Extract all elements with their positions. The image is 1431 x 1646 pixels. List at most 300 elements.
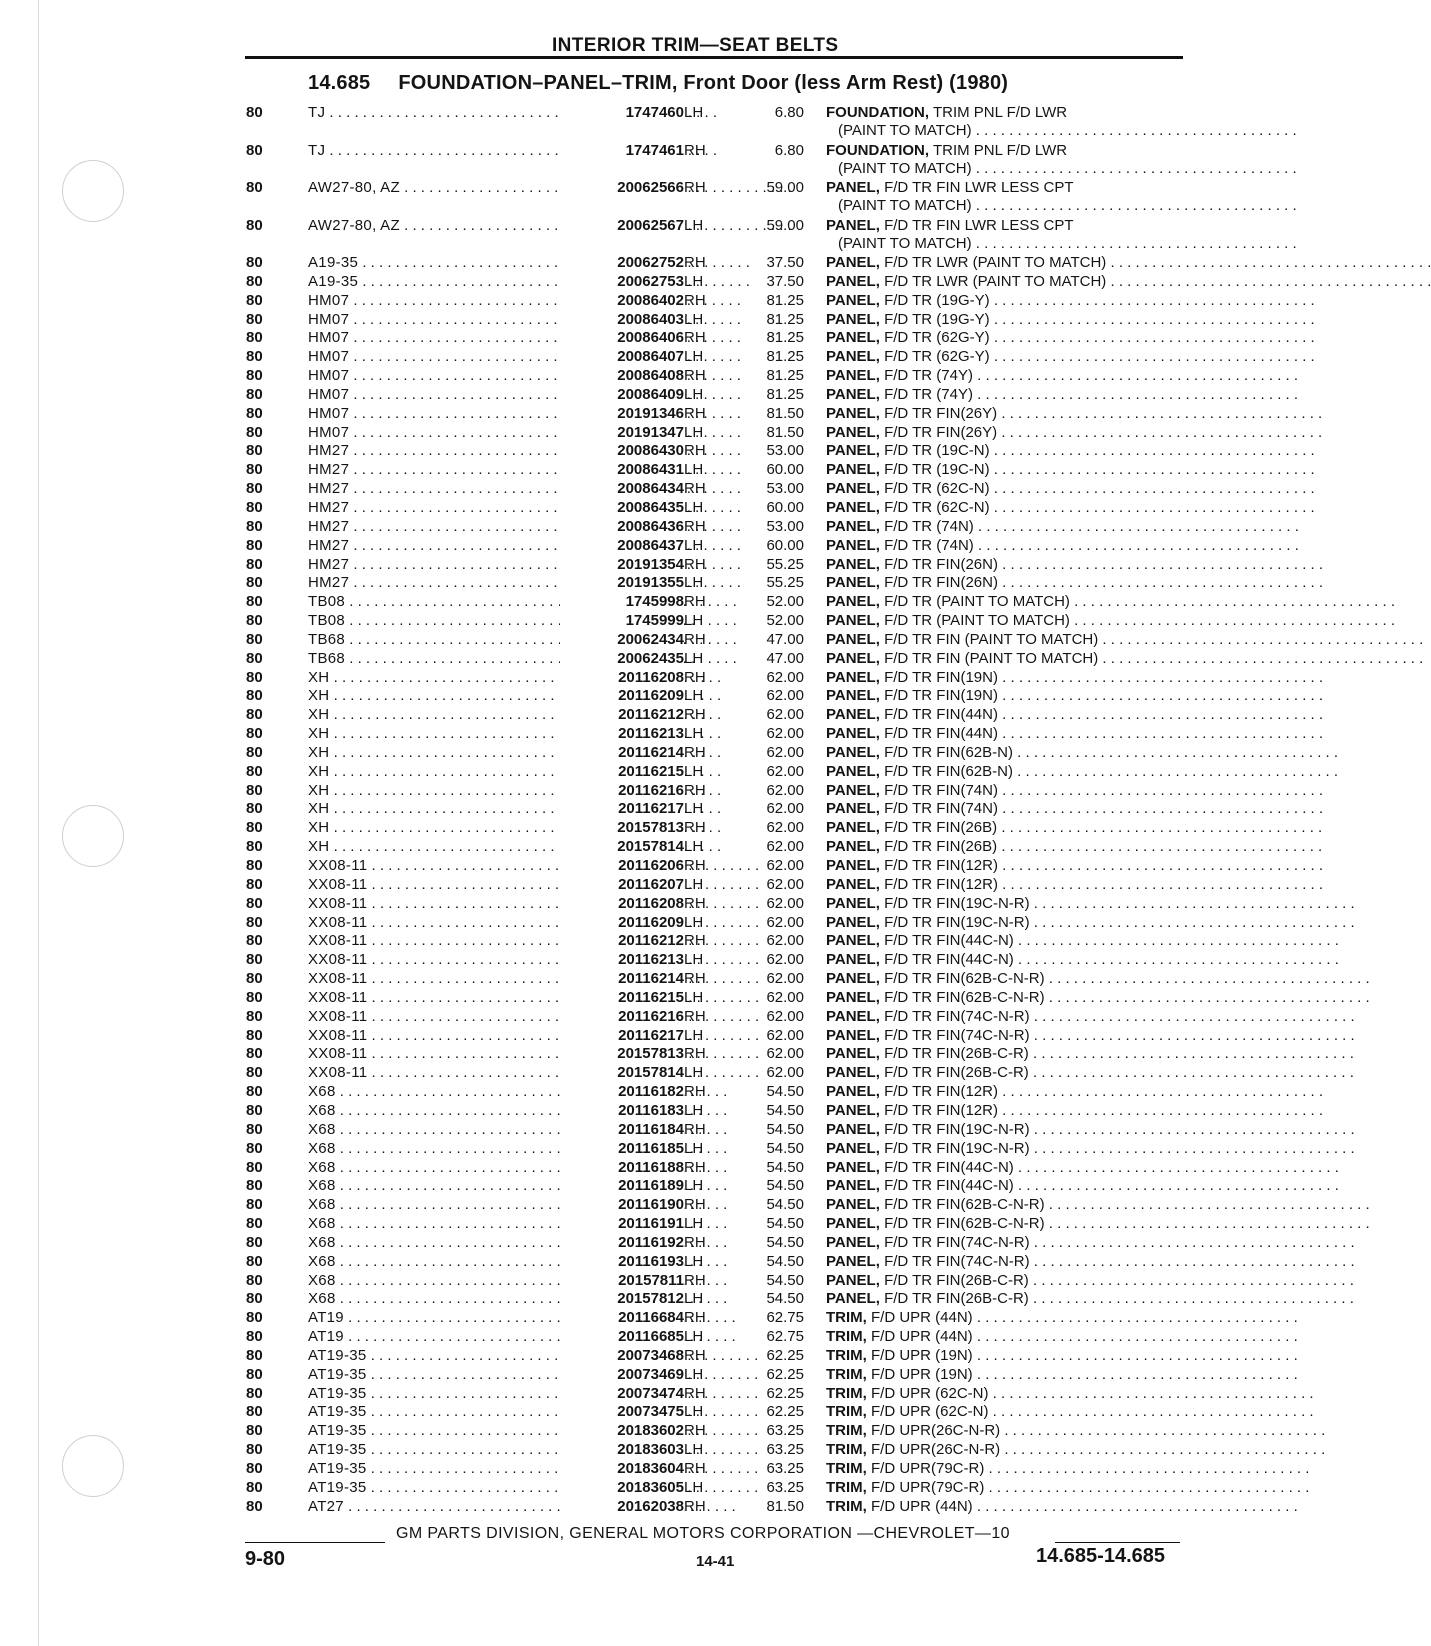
price-cell: 53.00: [766, 442, 804, 460]
price-cell: 62.25: [766, 1346, 804, 1364]
side-cell: RH: [684, 1196, 706, 1214]
table-row: [0, 367, 1299, 386]
part-name: PANEL,: [826, 1045, 880, 1063]
part-number-cell: 20183603: [560, 1441, 684, 1459]
part-description: F/D TR (19C-N): [884, 461, 990, 479]
side-cell: RH: [684, 1271, 706, 1289]
part-number-cell: 20157814: [560, 838, 684, 856]
part-description: F/D TR FIN(44C-N): [884, 951, 1014, 969]
price-cell: 62.00: [766, 668, 804, 686]
year-cell: 80: [246, 1120, 263, 1138]
part-number-cell: 20191355: [560, 574, 684, 592]
year-cell: 80: [246, 1328, 263, 1346]
part-number-cell: 20157812: [560, 1290, 684, 1308]
part-name: PANEL,: [826, 1158, 880, 1176]
part-name: PANEL,: [826, 932, 880, 950]
part-number-cell: 20116182: [560, 1083, 684, 1101]
table-row: [0, 951, 1339, 970]
price-cell: 81.25: [766, 291, 804, 309]
year-cell: 80: [246, 1101, 263, 1119]
model-cell: TJ . . .: [308, 142, 578, 160]
part-number-cell: 20116190: [560, 1196, 684, 1214]
part-number-cell: 1745998: [560, 593, 684, 611]
price-cell: 81.25: [766, 348, 804, 366]
description-cell: PANEL, F/D TR FIN(26B) . . . . . . . . . . . . . . . . . . . . . . . . . . . . . . . . . . . . . . .: [826, 819, 1323, 837]
description-cell: TRIM, F/D UPR (62C-N) . . . . . . . . . . . . . . . . . . . . . . . . . . . . . . . . . . . . . . .: [826, 1384, 1314, 1402]
part-description: F/D TR (19G-Y): [884, 291, 990, 309]
part-description: F/D TR FIN LWR LESS CPT: [884, 179, 1074, 196]
price-cell: 62.00: [766, 875, 804, 893]
model-cell: HM27 . . .: [308, 442, 578, 460]
description-cell: PANEL, F/D TR FIN(12R) . . . . . . . . . . . . . . . . . . . . . . . . . . . . . . . . . . . . . . .: [826, 857, 1324, 874]
part-name: PANEL,: [826, 1064, 880, 1082]
year-cell: 80: [246, 743, 263, 761]
part-name: FOUNDATION,: [826, 104, 930, 121]
description-cell: TRIM, F/D UPR (19N) . . . . . . . . . . . . . . . . . . . . . . . . . . . . . . . . . . . . . . .: [826, 1346, 1298, 1364]
footer-rule-right: [1055, 1542, 1180, 1543]
part-name: PANEL,: [826, 442, 880, 460]
part-name: PANEL,: [826, 1215, 880, 1233]
side-cell: LH: [684, 838, 704, 856]
description-cell: PANEL, F/D TR (19C-N) . . . . . . . . . . . . . . . . . . . . . . . . . . . . . . . . . . . . . . .: [826, 461, 1315, 479]
model-cell: X68 . . .: [308, 1290, 578, 1308]
side-cell: LH: [684, 1215, 704, 1233]
model-cell: A19-35 . . .: [308, 254, 578, 272]
side-cell: LH: [684, 1441, 704, 1459]
part-name: PANEL,: [826, 423, 880, 441]
price-cell: 60.00: [766, 536, 804, 554]
side-cell: RH: [684, 1045, 706, 1063]
model-cell: XX08-11 . . .: [308, 1027, 578, 1045]
year-cell: 80: [246, 574, 263, 592]
part-number-cell: 20157814: [560, 1064, 684, 1082]
side-cell: RH: [684, 555, 706, 573]
part-description: F/D TR (74N): [884, 517, 974, 535]
part-description: F/D TR (74Y): [884, 367, 973, 385]
price-cell: 62.75: [766, 1309, 804, 1327]
year-cell: 80: [246, 1271, 263, 1289]
part-number-cell: 20116214: [560, 970, 684, 988]
side-cell: RH: [684, 442, 706, 460]
price-cell: 63.25: [766, 1441, 804, 1459]
model-cell: X68 . . .: [308, 1272, 578, 1290]
side-cell: LH: [684, 988, 704, 1006]
model-cell: X68 . . .: [308, 1083, 578, 1101]
table-row: [0, 574, 1324, 593]
year-cell: 80: [246, 423, 263, 441]
description-cell: PANEL, F/D TR FIN(19C-N-R) . . . . . . . . . . . . . . . . . . . . . . . . . . . . . . . . . . . . . . .: [826, 1120, 1355, 1138]
part-number-cell: 20086431: [560, 461, 684, 479]
side-cell: RH: [684, 141, 706, 159]
part-name: TRIM,: [826, 1497, 867, 1515]
part-number-cell: 20191354: [560, 556, 684, 574]
part-description: F/D TR FIN(12R): [884, 875, 998, 893]
year-cell: 80: [246, 781, 263, 799]
part-description: F/D TR FIN(19C-N-R): [884, 913, 1030, 931]
part-number-cell: 1747460: [560, 104, 684, 122]
part-number-cell: 20116213: [560, 725, 684, 743]
description-cell: PANEL, F/D TR FIN(12R) . . . . . . . . . . . . . . . . . . . . . . . . . . . . . . . . . . . . . . .: [826, 875, 1324, 893]
part-number-cell: 20116216: [560, 1008, 684, 1026]
side-cell: LH: [684, 762, 704, 780]
part-name: TRIM,: [826, 1403, 867, 1421]
side-cell: RH: [684, 819, 706, 837]
year-cell: 80: [246, 517, 263, 535]
model-cell: HM07 . . .: [308, 329, 578, 347]
part-name: FOUNDATION,: [826, 141, 930, 159]
side-cell: LH: [684, 1101, 704, 1119]
part-name: PANEL,: [826, 819, 880, 837]
model-cell: XX08-11 . . .: [308, 951, 578, 969]
price-cell: 55.25: [766, 574, 804, 592]
part-number-cell: 20086409: [560, 386, 684, 404]
side-cell: RH: [684, 1384, 706, 1402]
price-cell: 63.25: [766, 1478, 804, 1496]
price-cell: 62.00: [766, 1064, 804, 1082]
model-cell: HM27 . . .: [308, 461, 578, 479]
price-cell: 52.00: [766, 593, 804, 611]
part-number-cell: 20116685: [560, 1328, 684, 1346]
part-description-line2: (PAINT TO MATCH): [838, 159, 972, 177]
description-cell: TRIM, F/D UPR (19N) . . . . . . . . . . . . . . . . . . . . . . . . . . . . . . . . . . . . . . .: [826, 1365, 1298, 1383]
part-description: F/D UPR (19N): [871, 1365, 973, 1383]
side-cell: LH: [684, 574, 704, 592]
description-cell: PANEL, F/D TR FIN(62B-C-N-R) . . . . . . . . . . . . . . . . . . . . . . . . . . . . . . . . . . . . . . .: [826, 988, 1370, 1006]
part-description: F/D TR FIN(26B-C-R): [884, 1064, 1029, 1082]
part-number-cell: 20116215: [560, 989, 684, 1007]
model-cell: AT19-35 . . .: [308, 1479, 578, 1497]
part-name: PANEL,: [826, 838, 880, 856]
description-cell: PANEL, F/D TR FIN(44C-N) . . . . . . . . . . . . . . . . . . . . . . . . . . . . . . . . . . . . . . .: [826, 1158, 1339, 1176]
table-row: [0, 857, 1324, 876]
price-cell: 62.00: [766, 1045, 804, 1063]
year-cell: 80: [246, 593, 263, 611]
price-cell: 54.50: [766, 1139, 804, 1157]
side-cell: RH: [684, 630, 706, 648]
part-description: F/D TR FIN(19C-N-R): [884, 894, 1030, 912]
part-name: PANEL,: [826, 668, 880, 686]
description-continuation: (PAINT TO MATCH) . . . . . . . . . . . . . . . . . . . . . . . . . . . . . . . . . . . . . . .: [838, 122, 1297, 139]
year-cell: 80: [246, 179, 263, 196]
price-cell: 62.00: [766, 687, 804, 705]
price-cell: 62.00: [766, 932, 804, 950]
part-name: PANEL,: [826, 536, 880, 554]
part-number-cell: 20062752: [560, 254, 684, 272]
part-description: F/D TR (19G-Y): [884, 310, 990, 328]
description-cell: PANEL, F/D TR FIN(19C-N-R) . . . . . . . . . . . . . . . . . . . . . . . . . . . . . . . . . . . . . . .: [826, 1139, 1355, 1157]
footer-publisher: GM PARTS DIVISION, GENERAL MOTORS CORPORATION —CHEVROLET—10: [396, 1525, 1010, 1542]
description-cell: TRIM, F/D UPR (62C-N) . . . . . . . . . . . . . . . . . . . . . . . . . . . . . . . . . . . . . . .: [826, 1403, 1314, 1421]
part-name: PANEL,: [826, 480, 880, 498]
model-cell: XX08-11 . . .: [308, 895, 578, 913]
model-cell: HM07 . . .: [308, 405, 578, 423]
model-cell: XH . . .: [308, 782, 578, 800]
table-row: [0, 385, 1299, 405]
price-cell: 81.50: [766, 1497, 804, 1515]
part-description: F/D TR FIN(74C-N-R): [884, 1233, 1030, 1251]
table-row: [0, 1460, 1310, 1479]
year-cell: 80: [246, 1252, 263, 1270]
model-cell: X68 . . .: [308, 1177, 578, 1195]
header-rule: [245, 56, 1183, 59]
model-cell: X68 . . .: [308, 1102, 578, 1120]
table-row: [0, 348, 1315, 367]
year-cell: 80: [246, 1158, 263, 1176]
price-cell: 62.00: [766, 800, 804, 818]
part-number-cell: 20062566: [560, 179, 684, 197]
side-cell: RH: [684, 367, 706, 385]
side-cell: LH: [684, 423, 704, 441]
side-cell: LH: [684, 1328, 704, 1346]
part-description: F/D TR FIN(26Y): [884, 423, 998, 441]
description-continuation: (PAINT TO MATCH) . . . . . . . . . . . . . . . . . . . . . . . . . . . . . . . . . . . . . . .: [838, 234, 1297, 252]
year-cell: 80: [246, 706, 263, 724]
side-cell: RH: [684, 480, 706, 498]
side-cell: RH: [684, 1083, 706, 1101]
part-number-cell: 20116193: [560, 1253, 684, 1271]
part-number-cell: 20116215: [560, 763, 684, 781]
part-description: F/D TR (PAINT TO MATCH): [884, 612, 1070, 630]
description-cell: TRIM, F/D UPR (44N) . . . . . . . . . . . . . . . . . . . . . . . . . . . . . . . . . . . . . . .: [826, 1497, 1298, 1515]
model-cell: XX08-11 . . .: [308, 1064, 578, 1082]
year-cell: 80: [246, 329, 263, 347]
side-cell: LH: [684, 536, 704, 554]
model-cell: XH . . .: [308, 706, 578, 724]
table-row: [0, 649, 1424, 669]
price-cell: 54.50: [766, 1120, 804, 1138]
year-cell: 80: [246, 857, 263, 874]
year-cell: 80: [246, 1290, 263, 1308]
part-description: F/D UPR (19N): [871, 1346, 973, 1364]
part-name: PANEL,: [826, 348, 880, 366]
price-cell: 52.00: [766, 612, 804, 630]
description-cell: PANEL, F/D TR (74Y) . . . . . . . . . . . . . . . . . . . . . . . . . . . . . . . . . . . . . . .: [826, 385, 1299, 403]
table-row: [0, 536, 1299, 556]
side-cell: LH: [684, 310, 704, 328]
part-description: F/D TR FIN(62B-C-N-R): [884, 970, 1045, 988]
table-row: [0, 1252, 1355, 1272]
year-cell: 80: [246, 875, 263, 893]
description-cell: PANEL, F/D TR (19G-Y) . . . . . . . . . . . . . . . . . . . . . . . . . . . . . . . . . . . . . . .: [826, 291, 1315, 309]
description-cell: PANEL, F/D TR FIN (PAINT TO MATCH) . . . . . . . . . . . . . . . . . . . . . . . . . . . . . . . . . . . . . . .: [826, 649, 1424, 667]
part-description: F/D UPR(26C-N-R): [871, 1441, 1001, 1459]
price-cell: 54.50: [766, 1252, 804, 1270]
part-name: PANEL,: [826, 951, 880, 969]
price-cell: 62.00: [766, 988, 804, 1006]
part-description: F/D TR FIN (PAINT TO MATCH): [884, 649, 1099, 667]
model-cell: HM07 . . .: [308, 348, 578, 366]
part-number-cell: 1745999: [560, 612, 684, 630]
side-cell: LH: [684, 1064, 704, 1082]
part-number-cell: 1747461: [560, 142, 684, 160]
table-row: [0, 329, 1315, 348]
part-number-cell: 20086402: [560, 292, 684, 310]
price-cell: 62.00: [766, 1026, 804, 1044]
description-cell: PANEL, F/D TR FIN(26N) . . . . . . . . . . . . . . . . . . . . . . . . . . . . . . . . . . . . . . .: [826, 555, 1324, 573]
part-name: PANEL,: [826, 875, 880, 893]
part-name: PANEL,: [826, 988, 880, 1006]
model-cell: A19-35 . . .: [308, 273, 578, 291]
part-name: PANEL,: [826, 725, 880, 743]
model-cell: HM27 . . .: [308, 480, 578, 498]
price-cell: 53.00: [766, 517, 804, 535]
year-cell: 80: [246, 970, 263, 988]
price-cell: 81.25: [766, 367, 804, 385]
description-cell: PANEL, F/D TR FIN (PAINT TO MATCH) . . . . . . . . . . . . . . . . . . . . . . . . . . . . . . . . . . . . . . .: [826, 630, 1424, 648]
part-description: F/D TR FIN(12R): [884, 1083, 998, 1101]
part-name: PANEL,: [826, 272, 880, 290]
part-description: F/D TR FIN(44N): [884, 725, 998, 743]
price-cell: 62.25: [766, 1384, 804, 1402]
model-cell: XH . . .: [308, 725, 578, 743]
side-cell: RH: [684, 743, 706, 761]
part-description: F/D TR FIN(62B-C-N-R): [884, 1215, 1045, 1233]
part-description: F/D UPR (44N): [871, 1309, 973, 1327]
model-cell: AT19-35 . . .: [308, 1403, 578, 1421]
model-cell: TB08 . . .: [308, 612, 578, 630]
part-description: F/D TR FIN(12R): [884, 1101, 998, 1119]
part-name: TRIM,: [826, 1328, 867, 1346]
year-cell: 80: [246, 442, 263, 460]
description-cell: [826, 142, 1188, 160]
part-description: F/D TR FIN(26B): [884, 819, 998, 837]
description-cell: PANEL, F/D TR FIN(26Y) . . . . . . . . . . . . . . . . . . . . . . . . . . . . . . . . . . . . . . .: [826, 404, 1323, 422]
description-cell: PANEL, F/D TR FIN(44C-N) . . . . . . . . . . . . . . . . . . . . . . . . . . . . . . . . . . . . . . .: [826, 951, 1339, 969]
table-row: [0, 272, 1431, 292]
table-row: [0, 517, 1299, 537]
part-name: TRIM,: [826, 1384, 867, 1402]
price-cell: 6.80: [774, 141, 804, 159]
part-name: PANEL,: [826, 1177, 880, 1195]
model-cell: XX08-11 . . .: [308, 914, 578, 932]
table-row: [0, 800, 1324, 819]
part-number-cell: 20086403: [560, 311, 684, 329]
table-row: [0, 1083, 1324, 1102]
part-number-cell: 20116214: [560, 744, 684, 762]
part-description: F/D TR FIN(26B-C-R): [884, 1290, 1029, 1308]
price-cell: 54.50: [766, 1196, 804, 1214]
part-number-cell: 20116206: [560, 857, 684, 875]
model-cell: AW27-80, AZ . . .: [308, 179, 578, 197]
side-cell: RH: [684, 1158, 706, 1176]
part-description: F/D TR (PAINT TO MATCH): [884, 593, 1070, 611]
price-cell: 62.00: [766, 894, 804, 912]
description-continuation: (PAINT TO MATCH) . . . . . . . . . . . . . . . . . . . . . . . . . . . . . . . . . . . . . . .: [838, 197, 1297, 214]
part-name: PANEL,: [826, 1233, 880, 1251]
year-cell: 80: [246, 1460, 263, 1477]
model-cell: HM07 . . .: [308, 367, 578, 385]
table-row: [0, 104, 1297, 142]
part-description: F/D TR LWR (PAINT TO MATCH): [884, 254, 1107, 271]
price-cell: 81.25: [766, 329, 804, 347]
year-cell: 80: [246, 819, 263, 837]
description-cell: PANEL, F/D TR (62G-Y) . . . . . . . . . . . . . . . . . . . . . . . . . . . . . . . . . . . . . . .: [826, 348, 1315, 366]
part-name: PANEL,: [826, 762, 880, 780]
table-row: [0, 216, 1297, 255]
year-cell: 80: [246, 800, 263, 818]
part-description: F/D TR FIN(19C-N-R): [884, 1139, 1030, 1157]
year-cell: 80: [246, 988, 263, 1006]
model-cell: AT19 . . .: [308, 1309, 578, 1327]
part-name: PANEL,: [826, 894, 880, 912]
side-cell: LH: [684, 104, 704, 121]
side-cell: RH: [684, 329, 706, 347]
description-continuation: (PAINT TO MATCH) . . . . . . . . . . . . . . . . . . . . . . . . . . . . . . . . . . . . . . .: [838, 159, 1297, 177]
part-description: F/D TR FIN(74C-N-R): [884, 1026, 1030, 1044]
description-cell: TRIM, F/D UPR(79C-R) . . . . . . . . . . . . . . . . . . . . . . . . . . . . . . . . . . . . . . .: [826, 1460, 1310, 1477]
price-cell: 54.50: [766, 1083, 804, 1101]
year-cell: 80: [246, 272, 263, 290]
description-cell: PANEL, F/D TR LWR (PAINT TO MATCH) . . . . . . . . . . . . . . . . . . . . . . . . . . . . . . . . . . . . . . .: [826, 254, 1431, 271]
model-cell: X68 . . .: [308, 1196, 578, 1214]
part-number-cell: 20116213: [560, 951, 684, 969]
part-number-cell: 20157811: [560, 1272, 684, 1290]
part-name: PANEL,: [826, 743, 880, 761]
model-cell: X68 . . .: [308, 1253, 578, 1271]
table-row: [0, 555, 1324, 575]
year-cell: 80: [246, 1478, 263, 1496]
year-cell: 80: [246, 1365, 263, 1383]
part-name: TRIM,: [826, 1365, 867, 1383]
year-cell: 80: [246, 1026, 263, 1044]
side-cell: RH: [684, 668, 706, 686]
description-cell: PANEL, F/D TR (62G-Y) . . . . . . . . . . . . . . . . . . . . . . . . . . . . . . . . . . . . . . .: [826, 329, 1315, 347]
part-description: F/D TR FIN(19N): [884, 668, 998, 686]
price-cell: 54.50: [766, 1233, 804, 1251]
year-cell: 80: [246, 1196, 263, 1214]
part-description: F/D TR FIN(74C-N-R): [884, 1252, 1030, 1270]
year-cell: 80: [246, 1045, 263, 1063]
side-cell: LH: [684, 800, 704, 818]
model-cell: HM27 . . .: [308, 499, 578, 517]
table-row: [0, 498, 1315, 518]
part-description: F/D TR (62G-Y): [884, 348, 990, 366]
year-cell: 80: [246, 555, 263, 573]
model-cell: X68 . . .: [308, 1140, 578, 1158]
price-cell: 62.00: [766, 743, 804, 761]
model-cell: XH . . .: [308, 687, 578, 705]
side-cell: LH: [684, 272, 704, 290]
section-title-text: FOUNDATION–PANEL–TRIM, Front Door (less Arm Rest) (1980): [398, 72, 1009, 94]
year-cell: 80: [246, 104, 263, 121]
table-row: [0, 1422, 1326, 1441]
side-cell: RH: [684, 404, 706, 422]
part-number-cell: 20073475: [560, 1403, 684, 1421]
table-row: [0, 1064, 1354, 1083]
side-cell: RH: [684, 857, 706, 874]
part-name: PANEL,: [826, 254, 880, 271]
table-row: [0, 1007, 1355, 1027]
part-name: TRIM,: [826, 1309, 867, 1327]
part-description: TRIM PNL F/D LWR: [932, 141, 1068, 159]
model-cell: X68 . . .: [308, 1215, 578, 1233]
description-cell: PANEL, F/D TR FIN(19N) . . . . . . . . . . . . . . . . . . . . . . . . . . . . . . . . . . . . . . .: [826, 687, 1324, 705]
part-number-cell: 20116209: [560, 687, 684, 705]
model-cell: AT19-35 . . .: [308, 1441, 578, 1459]
table-row: [0, 1139, 1355, 1159]
part-number-cell: 20116216: [560, 782, 684, 800]
year-cell: 80: [246, 480, 263, 498]
table-row: [0, 1233, 1355, 1253]
part-name: PANEL,: [826, 1083, 880, 1101]
description-cell: PANEL, F/D TR FIN(19C-N-R) . . . . . . . . . . . . . . . . . . . . . . . . . . . . . . . . . . . . . . .: [826, 894, 1355, 912]
part-number-cell: 20183604: [560, 1460, 684, 1478]
footer-rule-left: [245, 1542, 385, 1543]
table-row: [0, 1497, 1298, 1517]
price-cell: 54.50: [766, 1158, 804, 1176]
year-cell: 80: [246, 1007, 263, 1025]
table-row: [0, 141, 1297, 180]
